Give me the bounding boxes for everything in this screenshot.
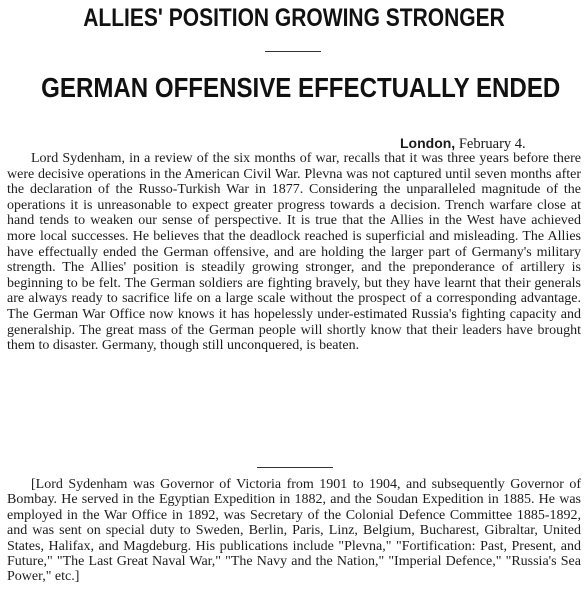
dateline-date: February 4. — [458, 136, 526, 152]
article-body: Lord Sydenham, in a review of the six months of war, recalls that it was three years before there were decisive operations in the American Civil War. Plevna was not captured until seven months after the declaration of the Russo-Turkish War in 1877. Considering the unparalleled magnitude of the operations it is unreasonable to expect greater progress towards a decision. Trench warfare close at hand tends to weaken our sense of perspective. It is true that the Allies in the West have achieved more local successes. He believes that the deadlock reached is superficial and misleading. The Allies have effectually ended the German offensive, and are holding the larger part of Germany's military strength. The Allies' position is steadily growing stronger, and the preponderance of artillery is beginning to be felt. The German soldiers are fighting bravely, but they have learnt that their generals are always ready to sacrifice life on a large scale without the prospect of a corresponding advantage. The German War Office now knows it has hopelessly under-estimated Russia's fighting capacity and generalship. The great mass of the German people will shortly know that their leaders have brought them to disaster. Germany, though still unconquered, is beaten. — [7, 151, 581, 354]
dateline-place: London, — [400, 135, 456, 151]
secondary-headline: GERMAN OFFENSIVE EFFECTUALLY ENDED — [41, 72, 561, 103]
headline-divider — [265, 51, 321, 52]
primary-headline: ALLIES' POSITION GROWING STRONGER — [83, 4, 505, 32]
biographical-note: [Lord Sydenham was Governor of Victoria from 1901 to 1904, and subsequently Governor of Bombay. He served in the Egyptian Expedition in 1882, and the Soudan Expedition in 1885. He was employed in the War Office in 1892, was Secretary of the Colonial Defence Committee 1885-1892, and was sent on special duty to Sweden, Berlin, Paris, Linz, Belgium, Bucharest, Gibraltar, United States, Halifax, and Magdeburg. His publications include "Plevna," "Fortification: Past, Present, and Future," "The Last Great Naval War," "The Navy and the Nation," "Imperial Defence," "Russia's Sea Power," etc.] — [7, 477, 581, 585]
section-divider — [257, 467, 333, 468]
